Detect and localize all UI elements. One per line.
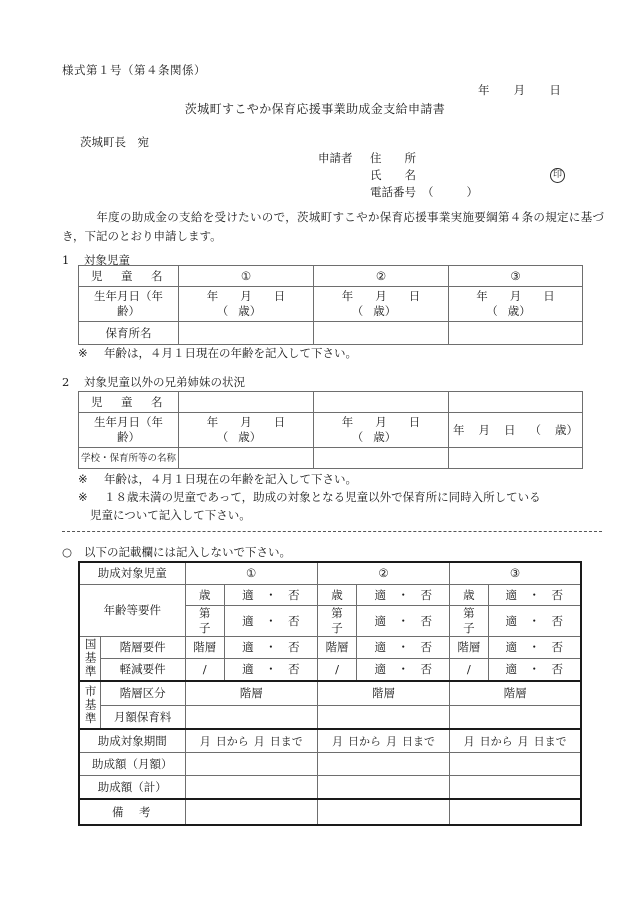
child-1-monthly-fee-cell[interactable] xyxy=(185,706,317,730)
row-label-target-period: 助成対象期間 xyxy=(79,729,185,753)
section-3-heading xyxy=(62,544,291,560)
child-2-tier-category-value[interactable]: 階層 xyxy=(317,681,449,706)
child-1-nursery-cell[interactable] xyxy=(179,322,314,345)
child-3-birthdate-cell[interactable] xyxy=(449,287,583,322)
child-1-age-judgement[interactable]: 適 ・ 否 xyxy=(224,585,317,606)
table-row xyxy=(79,448,583,469)
child-1-tier-judgement[interactable]: 適 ・ 否 xyxy=(224,637,317,659)
child-2-reduction-value[interactable]: / xyxy=(317,659,356,682)
child-3-tier-judgement[interactable]: 適 ・ 否 xyxy=(488,637,581,659)
age-paren-open: （ xyxy=(486,304,498,318)
section-2-note-1 xyxy=(78,470,357,488)
age-tokens xyxy=(179,304,313,319)
siblings-table xyxy=(78,391,583,469)
table-row xyxy=(79,706,581,730)
date-tokens xyxy=(179,415,313,430)
row-label-remarks: 備 考 xyxy=(79,799,185,825)
table-row xyxy=(79,266,583,287)
row-label-tier-category: 階層区分 xyxy=(100,681,185,706)
table-row xyxy=(79,729,581,753)
official-child-3-header: ③ xyxy=(450,562,581,585)
table-row xyxy=(79,659,581,682)
request-paragraph xyxy=(62,208,604,246)
date-tokens xyxy=(449,289,582,304)
sibling-3-school-cell[interactable] xyxy=(449,448,583,469)
child-3-remarks-cell[interactable] xyxy=(450,799,581,825)
age-tokens xyxy=(314,304,448,319)
year-token: 年 xyxy=(453,422,465,437)
period-tokens xyxy=(318,734,449,749)
sibling-2-name-cell[interactable] xyxy=(314,392,449,413)
month-token: 月 xyxy=(240,415,252,429)
child-3-age-value[interactable]: 歳 xyxy=(450,585,488,606)
year-token: 年 xyxy=(341,289,354,303)
period-month-to: 月 xyxy=(517,734,529,748)
age-tokens xyxy=(179,430,313,445)
table-row xyxy=(79,681,581,706)
section-2-heading xyxy=(62,374,245,390)
child-2-monthly-fee-cell[interactable] xyxy=(317,706,449,730)
table-row xyxy=(79,753,581,776)
month-token: 月 xyxy=(478,422,490,437)
sibling-1-school-cell[interactable] xyxy=(179,448,314,469)
section-2-number: 2 xyxy=(62,375,70,389)
month-token: 月 xyxy=(375,415,387,429)
year-token: 年 xyxy=(476,289,488,303)
child-2-remarks-cell[interactable] xyxy=(317,799,449,825)
child-1-age-value[interactable]: 歳 xyxy=(185,585,224,606)
age-tokens xyxy=(449,304,582,319)
period-day-to: 日まで xyxy=(402,734,436,748)
child-3-name-cell[interactable]: ③ xyxy=(449,266,583,287)
age-token: 歳） xyxy=(373,304,397,318)
inline-date-tokens xyxy=(449,423,582,438)
age-paren-open: （ xyxy=(529,422,541,437)
paren-open: （ xyxy=(422,185,434,199)
row-label-national-standard xyxy=(79,637,100,682)
nth-char-2: 子 xyxy=(463,621,475,635)
date-month-label: 月 xyxy=(513,83,526,97)
date-tokens xyxy=(314,289,448,304)
table-row xyxy=(79,322,583,345)
birthdate-label-line2: 齢） xyxy=(117,430,140,444)
child-3-monthly-fee-cell[interactable] xyxy=(450,706,581,730)
note-text-continued: 児童について記入して下さい。 xyxy=(90,508,251,522)
sibling-3-name-cell[interactable] xyxy=(449,392,583,413)
child-3-tier-value[interactable]: 階層 xyxy=(450,637,488,659)
child-2-nursery-cell[interactable] xyxy=(314,322,449,345)
table-row xyxy=(79,585,581,606)
period-tokens xyxy=(450,734,580,749)
row-label-school-name: 学校・保育所等の名称 xyxy=(79,448,179,469)
child-3-age-judgement[interactable]: 適 ・ 否 xyxy=(488,585,581,606)
seal-icon: 印 xyxy=(550,168,565,183)
section-3-title: 以下の記載欄には記入しないで下さい。 xyxy=(84,545,291,559)
child-3-nursery-cell[interactable] xyxy=(449,322,583,345)
child-2-tier-value[interactable]: 階層 xyxy=(317,637,356,659)
addressee: 茨城町長 宛 xyxy=(80,135,149,149)
child-3-tier-category-value[interactable]: 階層 xyxy=(450,681,581,706)
child-3-period-cell[interactable] xyxy=(450,729,581,753)
row-label-sibling-birthdate xyxy=(79,413,179,448)
child-2-reduction-judgement[interactable]: 適 ・ 否 xyxy=(357,659,450,682)
document-date-line xyxy=(478,82,561,98)
row-label-target-child: 助成対象児童 xyxy=(79,562,185,585)
age-paren-open: （ xyxy=(351,304,364,318)
day-token: 日 xyxy=(408,289,421,303)
paren-close: ） xyxy=(466,185,478,199)
section-divider xyxy=(62,531,602,532)
child-1-period-cell[interactable] xyxy=(185,729,317,753)
paragraph-line-2: 規定に基づき，下記のとおり申請します。 xyxy=(62,210,605,243)
target-children-table xyxy=(78,265,583,345)
child-1-name-cell[interactable]: ① xyxy=(179,266,314,287)
section-1-title: 対象児童 xyxy=(84,253,130,267)
period-month-to: 月 xyxy=(253,734,265,748)
row-label-child-name: 児 童 名 xyxy=(79,266,179,287)
child-2-age-judgement[interactable]: 適 ・ 否 xyxy=(357,585,450,606)
date-tokens xyxy=(179,289,313,304)
row-label-sibling-name: 児 童 名 xyxy=(79,392,179,413)
child-3-order-judgement[interactable]: 適 ・ 否 xyxy=(488,606,581,637)
child-1-tier-value[interactable]: 階層 xyxy=(185,637,224,659)
section-2-title: 対象児童以外の兄弟姉妹の状況 xyxy=(84,375,245,389)
year-token: 年 xyxy=(206,289,219,303)
child-2-amount-total-cell[interactable] xyxy=(317,776,449,800)
period-day-from: 日から xyxy=(215,734,249,748)
child-1-amount-monthly-cell[interactable] xyxy=(185,753,317,776)
period-month-to: 月 xyxy=(386,734,398,748)
nth-char-2: 子 xyxy=(198,621,211,635)
child-2-period-cell[interactable] xyxy=(317,729,449,753)
date-tokens xyxy=(314,415,448,430)
row-label-birthdate xyxy=(79,287,179,322)
child-2-order-judgement[interactable]: 適 ・ 否 xyxy=(357,606,450,637)
child-1-amount-total-cell[interactable] xyxy=(185,776,317,800)
period-month-from: 月 xyxy=(199,734,211,748)
day-token: 日 xyxy=(273,415,286,429)
child-1-remarks-cell[interactable] xyxy=(185,799,317,825)
child-1-reduction-judgement[interactable]: 適 ・ 否 xyxy=(224,659,317,682)
row-label-age-requirement: 年齢等要件 xyxy=(79,585,185,637)
note-mark: ※ xyxy=(78,472,88,486)
child-3-birth-order[interactable] xyxy=(450,606,488,637)
sibling-2-birthdate-cell[interactable] xyxy=(314,413,449,448)
note-text: １８歳未満の児童であって，助成の対象となる児童以外で保育所に同時入所している xyxy=(104,490,541,504)
birthdate-label-line1: 生年月日（年 xyxy=(94,415,163,429)
year-token: 年 xyxy=(341,415,354,429)
child-1-birth-order[interactable] xyxy=(185,606,224,637)
period-day-to: 日まで xyxy=(533,734,567,748)
birthdate-label-line2: 齢） xyxy=(117,304,140,318)
child-1-birthdate-cell[interactable] xyxy=(179,287,314,322)
section-3-marker: ○ xyxy=(62,545,73,559)
age-token: 歳） xyxy=(238,430,262,444)
child-2-tier-judgement[interactable]: 適 ・ 否 xyxy=(357,637,450,659)
child-3-reduction-value[interactable]: / xyxy=(450,659,488,682)
national-standard-vertical-label: 国基準 xyxy=(83,638,98,679)
child-2-age-value[interactable]: 歳 xyxy=(317,585,356,606)
sibling-3-birthdate-cell[interactable] xyxy=(449,413,583,448)
sibling-1-birthdate-cell[interactable] xyxy=(179,413,314,448)
section-2-note-2 xyxy=(78,488,608,524)
paragraph-line-1: 年度の助成金の支給を受けたいので，茨城町すこやか保育応援事業実施要綱第４条の xyxy=(96,210,546,224)
age-paren-open: （ xyxy=(216,304,229,318)
row-label-reduction-requirement: 軽減要件 xyxy=(100,659,185,682)
page-title: 茨城町すこやか保育応援事業助成金支給申請書 xyxy=(184,102,446,116)
age-token: 歳） xyxy=(238,304,262,318)
date-year-label: 年 xyxy=(478,83,490,97)
note-mark: ※ xyxy=(78,490,88,504)
month-token: 月 xyxy=(509,289,522,303)
city-standard-vertical-label: 市基準 xyxy=(83,684,98,726)
nth-char-1: 第 xyxy=(331,606,343,620)
month-token: 月 xyxy=(375,289,387,303)
period-day-from: 日から xyxy=(479,734,513,748)
name-label: 氏 名 xyxy=(370,168,416,182)
table-row xyxy=(79,562,581,585)
age-token: 歳） xyxy=(373,430,397,444)
official-child-2-header: ② xyxy=(317,562,449,585)
official-use-table xyxy=(78,561,582,826)
period-tokens xyxy=(186,734,317,749)
day-token: 日 xyxy=(504,422,516,437)
age-paren-open: （ xyxy=(351,430,364,444)
nth-char-1: 第 xyxy=(198,606,211,620)
child-2-birth-order[interactable] xyxy=(317,606,356,637)
age-token: 歳） xyxy=(507,304,531,318)
period-month-from: 月 xyxy=(332,734,344,748)
age-token: 歳） xyxy=(555,422,578,437)
child-1-reduction-value[interactable]: / xyxy=(185,659,224,682)
official-child-1-header: ① xyxy=(185,562,317,585)
child-1-order-judgement[interactable]: 適 ・ 否 xyxy=(224,606,317,637)
nth-char-1: 第 xyxy=(463,606,475,620)
row-label-nursery-name: 保育所名 xyxy=(79,322,179,345)
row-label-monthly-fee: 月額保育料 xyxy=(100,706,185,730)
child-3-reduction-judgement[interactable]: 適 ・ 否 xyxy=(488,659,581,682)
form-number: 様式第１号（第４条関係） xyxy=(62,63,206,77)
table-row xyxy=(79,392,583,413)
age-tokens xyxy=(314,430,448,445)
day-token: 日 xyxy=(273,289,286,303)
phone-parentheses xyxy=(422,184,478,201)
section-1-number: 1 xyxy=(62,253,70,267)
phone-label: 電話番号 xyxy=(370,185,416,199)
row-label-city-standard xyxy=(79,681,100,729)
child-1-tier-category-value[interactable]: 階層 xyxy=(185,681,317,706)
address-label: 住 所 xyxy=(370,151,416,165)
sibling-1-name-cell[interactable] xyxy=(179,392,314,413)
child-2-amount-monthly-cell[interactable] xyxy=(317,753,449,776)
period-month-from: 月 xyxy=(463,734,475,748)
row-label-tier-requirement: 階層要件 xyxy=(100,637,185,659)
date-day-label: 日 xyxy=(549,83,561,97)
birthdate-label-line1: 生年月日（年 xyxy=(94,289,163,303)
period-day-from: 日から xyxy=(348,734,382,748)
row-label-amount-total: 助成額（計） xyxy=(79,776,185,800)
day-token: 日 xyxy=(408,415,421,429)
period-day-to: 日まで xyxy=(269,734,303,748)
year-token: 年 xyxy=(206,415,219,429)
sibling-2-school-cell[interactable] xyxy=(314,448,449,469)
section-1-note xyxy=(78,344,357,362)
note-text: 年齢は，４月１日現在の年齢を記入して下さい。 xyxy=(104,472,357,486)
table-row xyxy=(79,287,583,322)
applicant-label: 申請者 xyxy=(318,151,353,165)
note-text: 年齢は，４月１日現在の年齢を記入して下さい。 xyxy=(104,346,357,360)
row-label-amount-monthly: 助成額（月額） xyxy=(79,753,185,776)
age-paren-open: （ xyxy=(216,430,229,444)
table-row xyxy=(79,637,581,659)
child-3-amount-total-cell[interactable] xyxy=(450,776,581,800)
table-row xyxy=(79,413,583,448)
note-mark: ※ xyxy=(78,346,88,360)
child-2-name-cell[interactable]: ② xyxy=(314,266,449,287)
child-3-amount-monthly-cell[interactable] xyxy=(450,753,581,776)
month-token: 月 xyxy=(240,289,252,303)
day-token: 日 xyxy=(543,289,555,303)
table-row xyxy=(79,799,581,825)
child-2-birthdate-cell[interactable] xyxy=(314,287,449,322)
table-row xyxy=(79,776,581,800)
nth-char-2: 子 xyxy=(331,621,343,635)
